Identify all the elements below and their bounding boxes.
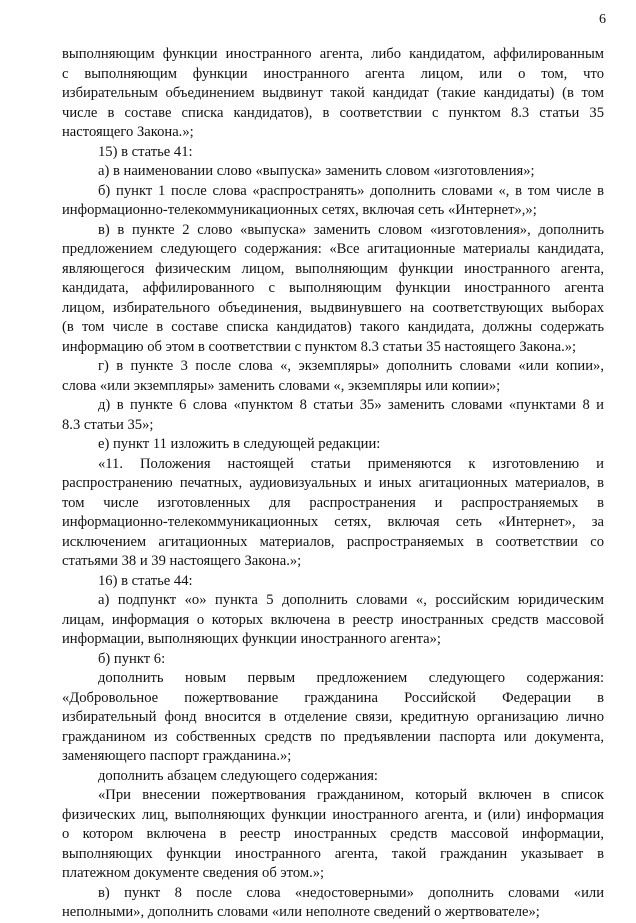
text-line: д) в пункте 6 слова «пунктом 8 статьи 35» заменить словами «пунктами 8 и — [98, 397, 604, 413]
text-line: том числе изготовленных для распространения и распространяемых в — [62, 494, 604, 511]
text-line: г) в пункте 3 после слова «, экземпляры» дополнить словами «или копии», — [98, 358, 604, 374]
text-line: 15) в статье 41: — [98, 143, 193, 160]
text-line: лицом, избирательного объединения, выдвинувшего на соответствующих выборах — [62, 299, 604, 316]
text-line: (в том числе в составе списка кандидатов) такого кандидата, должны содержать — [62, 319, 604, 335]
text-line: являющегося физическим лицом, выполняющим функции иностранного агента, — [62, 260, 604, 277]
text-line: неполными», дополнить словами «или неполноте сведений о жертвователе»; — [62, 904, 540, 920]
text-line: б) пункт 6: — [98, 650, 166, 667]
text-line: лицам, информация о которых включена в реестр иностранных средств массовой — [62, 611, 604, 628]
text-line: гражданином из собственных средств по предъявлении паспорта или документа, — [62, 728, 604, 745]
text-line: предложением следующего содержания: «Все агитационные материалы кандидата, — [62, 241, 604, 257]
text-line: «11. Положения настоящей статьи применяются к изготовлению и — [98, 455, 604, 472]
text-line: 16) в статье 44: — [98, 572, 193, 589]
text-line: в) пункт 8 после слова «недостоверными» дополнить словами «или — [98, 884, 604, 901]
text-line: «Добровольное пожертвование гражданина Российской Федерации в — [62, 689, 604, 706]
text-line: «При внесении пожертвования гражданином, который включен в список — [98, 787, 604, 803]
text-line: числе в составе списка кандидатов), в соответствии с пунктом 8.3 статьи 35 — [62, 104, 604, 121]
page-number: 6 — [599, 12, 606, 27]
text-line: слова «или экземпляры» заменить словами «, экземпляры или копии»; — [62, 377, 501, 394]
text-line: информации, выполняющих функции иностранного агента»; — [62, 631, 441, 647]
text-line: а) подпункт «о» пункта 5 дополнить словами «, российским юридическим — [98, 592, 604, 608]
text-line: распространению печатных, аудиовизуальных и иных агитационных материалов, в — [62, 475, 604, 491]
text-line: избирательный фонд вносится в отделение связи, кредитную организацию лично — [62, 709, 604, 725]
text-line: заменяющего паспорт гражданина.»; — [62, 748, 292, 764]
text-line: избирательным объединением выдвинут такой кандидат (такие кандидаты) (в том — [62, 85, 604, 101]
text-line: б) пункт 1 после слова «распространять» дополнить словами «, в том числе в — [98, 182, 604, 199]
document-body — [62, 45, 604, 923]
text-line: физических лиц, выполняющих функции иностранного агента, и (или) информация — [62, 806, 604, 823]
text-line: настоящего Закона.»; — [62, 124, 194, 140]
text-line: выполняющих функции иностранного агента, такой гражданин указывает в — [62, 845, 604, 862]
text-line: информационно-телекоммуникационных сетях, включая сеть «Интернет», за — [62, 514, 604, 530]
text-line: о котором включена в реестр иностранных средств массовой информации, — [62, 826, 604, 842]
text-line: статьями 38 и 39 настоящего Закона.»; — [62, 553, 302, 569]
text-line: с выполняющим функции иностранного агента лицом, или о том, что — [62, 65, 604, 82]
text-line: дополнить абзацем следующего содержания: — [98, 767, 378, 784]
text-line: исключением агитационных материалов, распространяемых в соответствии со — [62, 533, 604, 550]
text-line: а) в наименовании слово «выпуска» заменить словом «изготовления»; — [98, 163, 535, 179]
text-line: кандидата, аффилированного с выполняющим функции иностранного агента — [62, 280, 604, 296]
text-line: е) пункт 11 изложить в следующей редакции: — [98, 436, 381, 452]
text-line: платежном документе сведения об этом.»; — [62, 865, 325, 881]
text-line: информационно-телекоммуникационных сетях, включая сеть «Интернет»,»; — [62, 202, 537, 218]
text-line: 8.3 статьи 35»; — [62, 416, 154, 433]
text-line: дополнить новым первым предложением следующего содержания: — [98, 670, 604, 686]
text-line: информацию об этом в соответствии с пунктом 8.3 статьи 35 настоящего Закона.»; — [62, 338, 577, 355]
text-line: выполняющим функции иностранного агента, либо кандидатом, аффилированным — [62, 46, 604, 62]
text-line: в) в пункте 2 слово «выпуска» заменить словом «изготовления», дополнить — [98, 221, 604, 238]
